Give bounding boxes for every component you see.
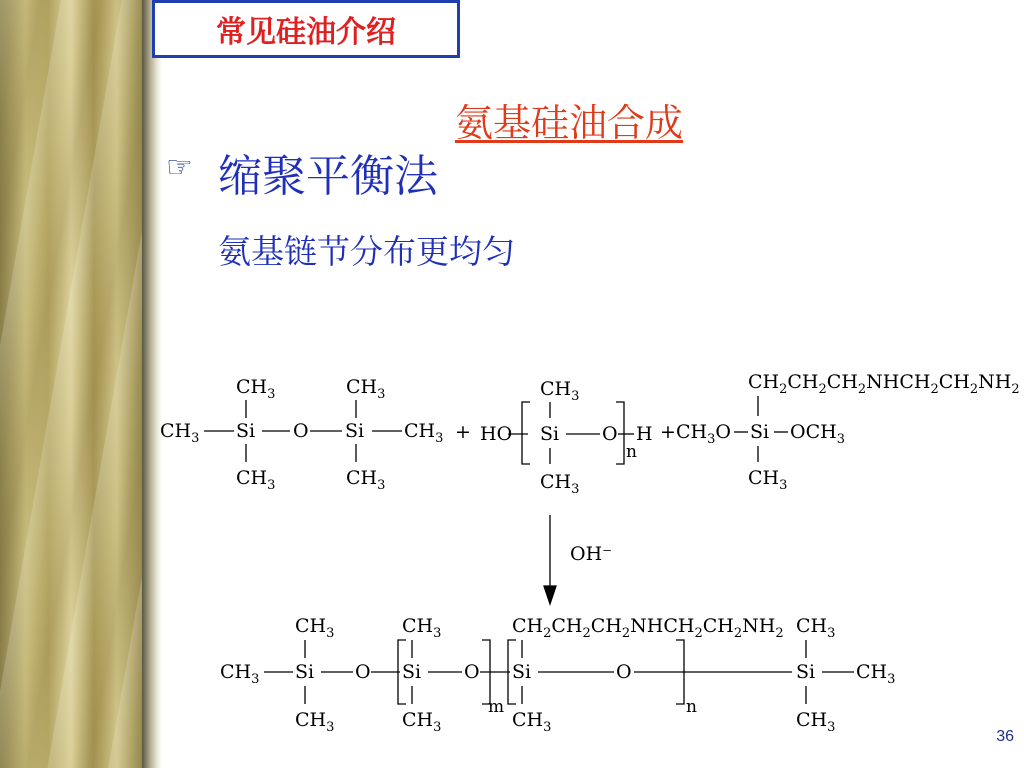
reactant-hexamethyldisiloxane: [160, 376, 443, 493]
p-o-3: O: [616, 661, 632, 683]
slide-title: 常见硅油介绍: [216, 15, 396, 50]
bullet-method: 缩聚平衡法: [218, 151, 438, 202]
ch3-top-1: $CH_3$: [236, 376, 276, 402]
reaction-scheme: [150, 360, 1024, 745]
h: H: [636, 423, 653, 445]
ch3o: $CH_3O$: [676, 421, 731, 447]
n-subscript-2: n: [686, 697, 697, 717]
catalyst-label: OH⁻: [570, 543, 613, 565]
reaction-arrow: [544, 515, 612, 604]
product-amino-silicone: [220, 615, 895, 735]
decorative-side-panel: [0, 0, 142, 768]
page-number: 36: [996, 728, 1014, 745]
slide-title-box: [152, 0, 460, 58]
ch3-top-2: $CH_3$: [346, 376, 386, 402]
ch3-top-3: $CH_3$: [540, 378, 580, 404]
ch3-left: $CH_3$: [160, 420, 200, 446]
amine-chain-1: $CH_2CH_2CH_2NHCH_2CH_2NH_2$: [748, 371, 1020, 397]
method-description: 氨基链节分布更均匀: [218, 232, 515, 271]
o-1: O: [293, 420, 309, 442]
si-3: Si: [540, 423, 560, 445]
ch3-bottom-2: $CH_3$: [346, 467, 386, 493]
p-si-3: Si: [512, 661, 532, 683]
reactant-silanol: [480, 378, 653, 497]
och3: $OCH_3$: [790, 421, 845, 447]
p-o-2: O: [464, 661, 480, 683]
p-si-2: Si: [402, 661, 422, 683]
ch3-right: $CH_3$: [404, 420, 444, 446]
p-ch3-bottom-4: $CH_3$: [796, 709, 836, 735]
p-ch3-top-3: $CH_3$: [796, 615, 836, 641]
ho: HO: [480, 423, 513, 445]
section-heading: 氨基硅油合成: [455, 101, 684, 145]
ch3-bottom-4: $CH_3$: [748, 467, 788, 493]
p-ch3-bottom-3: $CH_3$: [512, 709, 552, 735]
p-ch3-top-2: $CH_3$: [402, 615, 442, 641]
p-ch3-top-1: $CH_3$: [295, 615, 335, 641]
p-ch3-right: $CH_3$: [856, 661, 896, 687]
si-4: Si: [750, 421, 770, 443]
m-subscript: m: [488, 697, 505, 717]
p-si-1: Si: [295, 661, 315, 683]
p-o-1: O: [355, 661, 371, 683]
plus-1: +: [455, 421, 471, 443]
plus-2: +: [660, 421, 676, 443]
n-subscript-1: n: [626, 442, 637, 462]
p-amine-chain: $CH_2CH_2CH_2NHCH_2CH_2NH_2$: [512, 615, 784, 641]
ch3-bottom-1: $CH_3$: [236, 467, 276, 493]
reactant-aminosilane: [676, 371, 1020, 493]
p-si-4: Si: [796, 661, 816, 683]
si-2: Si: [345, 420, 365, 442]
p-ch3-bottom-1: $CH_3$: [295, 709, 335, 735]
ch3-bottom-3: $CH_3$: [540, 471, 580, 497]
pointing-hand-icon: ☞: [166, 150, 193, 185]
p-ch3-left: $CH_3$: [220, 661, 260, 687]
si-1: Si: [236, 420, 256, 442]
o-2: O: [602, 423, 618, 445]
p-ch3-bottom-2: $CH_3$: [402, 709, 442, 735]
